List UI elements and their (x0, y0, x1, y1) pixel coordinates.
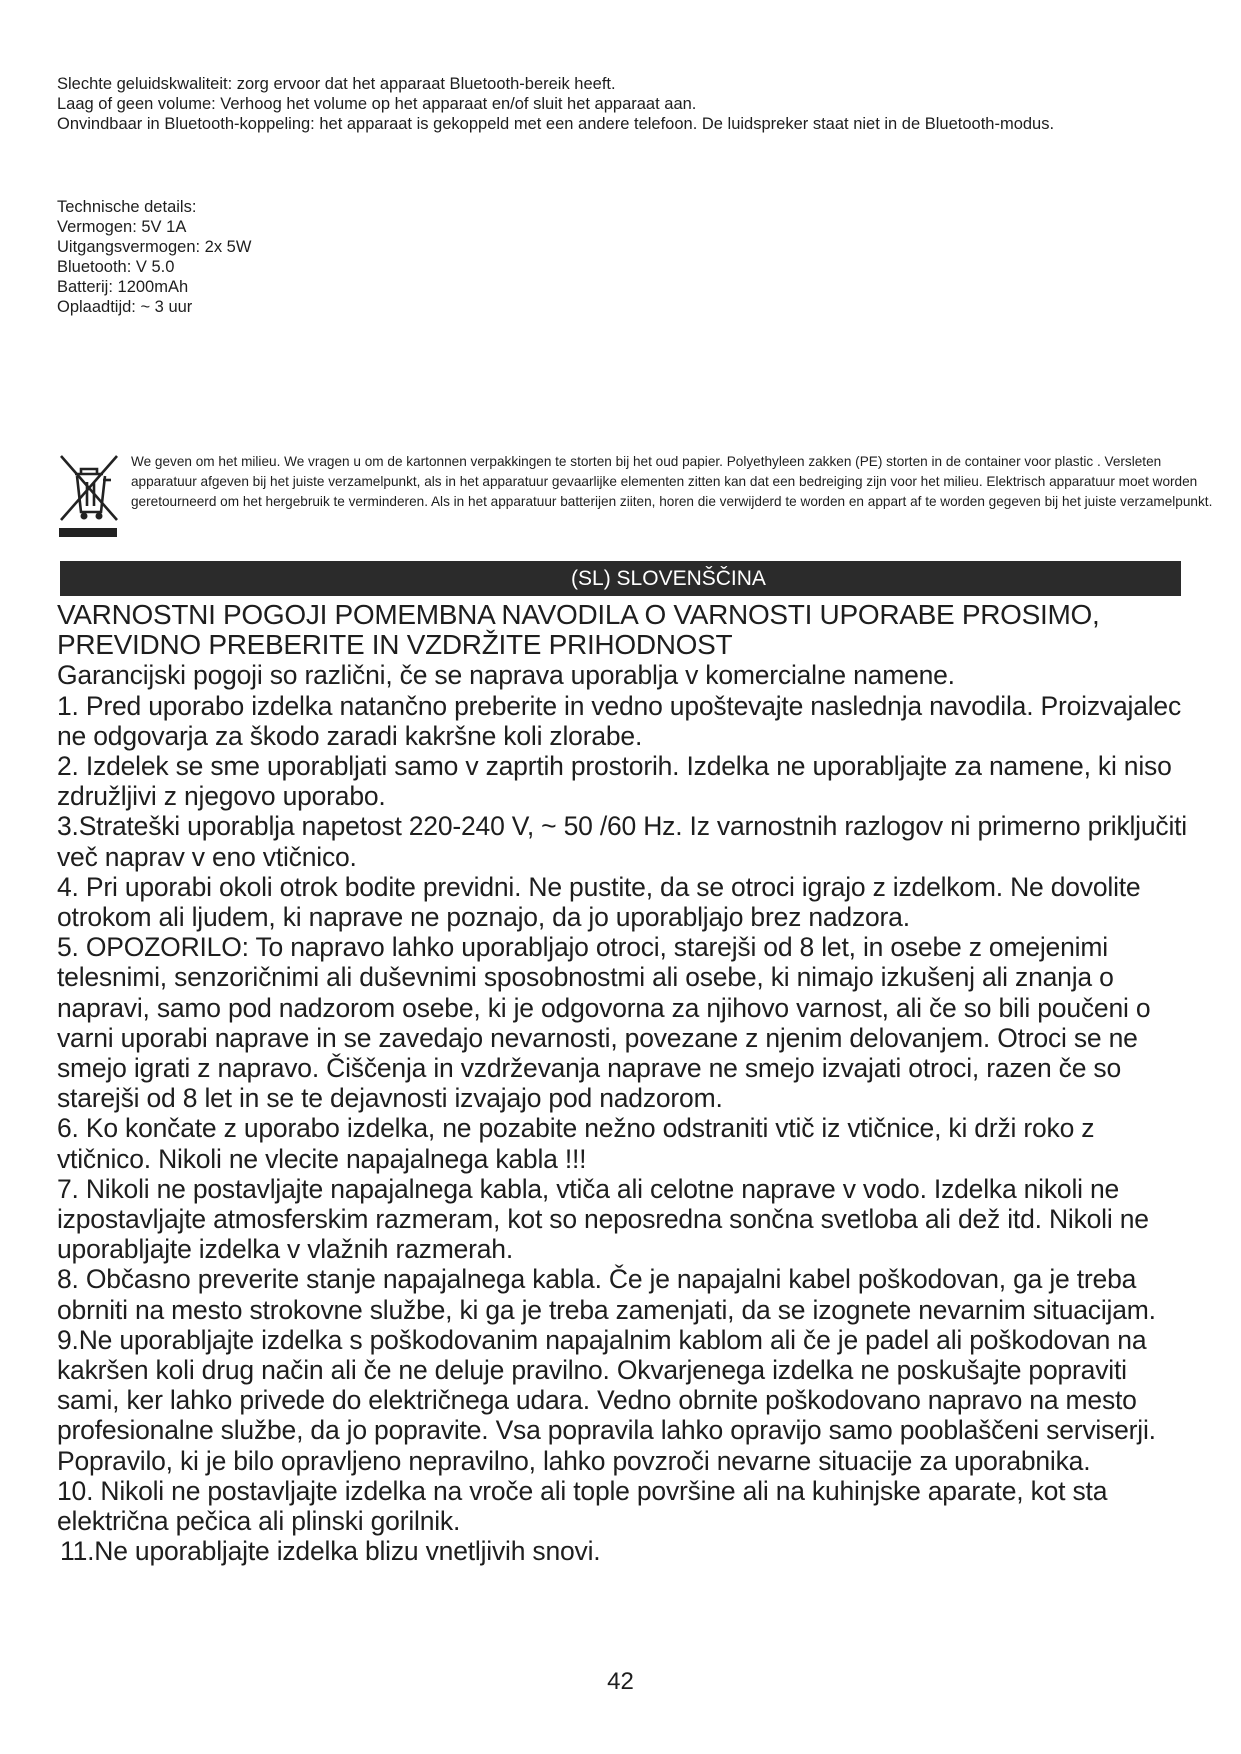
warranty-intro: Garancijski pogoji so različni, če se naprava uporablja v komercialne namene. (57, 660, 955, 691)
troubleshoot-line: Slechte geluidskwaliteit: zorg ervoor dat het apparaat Bluetooth-bereik heeft. (57, 75, 616, 93)
technical-item: Uitgangsvermogen: 2x 5W (57, 238, 252, 256)
environment-text: We geven om het milieu. We vragen u om de kartonnen verpakkingen te storten bij het oud papier. Polyethyleen zakken (PE) storten in de container voor plastic . Versleten apparatuur afgeven bij het juiste verzamelpunkt, als in het apparatuur gevaarlijke elementen zitten kan dat een bedreiging zijn voor het milieu. Elektrisch apparatuur moet worden geretourneerd om het hergebruik te verminderen. Als in het apparatuur batterijen ziiten, horen die verwijderd te worden en appart af te worden gegeven bij het juiste verzamelpunkt. (131, 454, 1213, 509)
crossed-out-wheelie-bin-icon (57, 450, 121, 538)
slovenian-instructions (57, 600, 1187, 1567)
troubleshoot-line: Onvindbaar in Bluetooth-koppeling: het apparaat is gekoppeld met een andere telefoon. De luidspreker staat niet in de Bluetooth-modus. (57, 115, 1055, 133)
instruction-item: 10. Nikoli ne postavljajte izdelka na vroče ali tople površine ali na kuhinjske aparate, kot sta električna pečica ali plinski gorilnik. (57, 1475, 1108, 1537)
technical-item: Bluetooth: V 5.0 (57, 258, 175, 276)
technical-heading: Technische details: (57, 198, 197, 216)
technical-item: Oplaadtijd: ~ 3 uur (57, 298, 193, 316)
technical-item: Batterij: 1200mAh (57, 278, 189, 296)
safety-heading: VARNOSTNI POGOJI POMEMBNA NAVODILA O VARNOSTI UPORABE PROSIMO, PREVIDNO PREBERITE IN VZDRŽITE PRIHODNOST (57, 599, 1100, 661)
section-header-bar (60, 561, 1181, 596)
instruction-item: 1. Pred uporabo izdelka natančno preberite in vedno upoštevajte naslednja navodila. Proizvajalec ne odgovarja za škodo zaradi kakršne koli zlorabe. (57, 690, 1182, 751)
instruction-item: 6. Ko končate z uporabo izdelka, ne pozabite nežno odstraniti vtič iz vtičnice, ki drži roko z vtičnico. Nikoli ne vlecite napajalnega kabla !!! (57, 1113, 1095, 1174)
instruction-item: 3.Strateški uporablja napetost 220-240 V, ~ 50 /60 Hz. Iz varnostnih razlogov ni primerno priključiti več naprav v eno vtičnico. (57, 811, 1187, 872)
section-title: (SL) SLOVENŠČINA (571, 567, 766, 590)
troubleshooting-block (57, 74, 1197, 134)
troubleshoot-line: Laag of geen volume: Verhoog het volume op het apparaat en/of sluit het apparaat aan. (57, 95, 697, 113)
instruction-item: 8. Občasno preverite stanje napajalnega kabla. Če je napajalni kabel poškodovan, ga je treba obrniti na mesto strokovne službe, ki ga je treba zamenjati, da se izognete nevarnim situacijam. (57, 1264, 1156, 1325)
instruction-item: 5. OPOZORILO: To napravo lahko uporabljajo otroci, starejši od 8 let, in osebe z omejenimi telesnimi, senzoričnimi ali duševnimi sposobnostmi ali osebe, ki nimajo izkušenj ali znanja o napravi, samo pod nadzorom osebe, ki je odgovorna za njihovo varnost, ali če so bili poučeni o varni uporabi naprave in se zavedajo nevarnosti, povezane z njenim delovanjem. Otroci se ne smejo igrati z napravo. Čiščenja in vzdrževanja naprave ne smejo izvajati otroci, razen če so starejši od 8 let in se te dejavnosti izvajajo pod nadzorom. (57, 932, 1151, 1114)
instruction-item: 7. Nikoli ne postavljajte napajalnega kabla, vtiča ali celotne naprave v vodo. Izdelka nikoli ne izpostavljajte atmosferskim razmeram, kot so neposredna sončna svetloba ali dež itd. Nikoli ne uporabljajte izdelka v vlažnih razmerah. (57, 1173, 1149, 1265)
page-number: 42 (607, 1668, 634, 1695)
instruction-item: 11.Ne uporabljajte izdelka blizu vnetljivih snovi. (60, 1536, 601, 1567)
instruction-item: 2. Izdelek se sme uporabljati samo v zaprtih prostorih. Izdelka ne uporabljajte za namene, ki niso združljivi z njegovo uporabo. (57, 751, 1172, 812)
instruction-item: 4. Pri uporabi okoli otrok bodite previdni. Ne pustite, da se otroci igrajo z izdelkom. Ne dovolite otrokom ali ljudem, ki naprave ne poznajo, da jo uporabljajo brez nadzora. (57, 871, 1141, 933)
technical-details (57, 197, 251, 317)
instruction-item: 9.Ne uporabljajte izdelka s poškodovanim napajalnim kablom ali če je padel ali poškodovan na kakršen koli drug način ali če ne deluje pravilno. Okvarjenega izdelka ne poskušajte popraviti sami, ker lahko privede do električnega udara. Vedno obrnite poškodovano napravo na mesto profesionalne službe, da jo popravite. Vsa popravila lahko opravijo samo pooblaščeni serviserji. Popravilo, ki je bilo opravljeno nepravilno, lahko povzroči nevarne situacije za uporabnika. (57, 1324, 1156, 1476)
technical-item: Vermogen: 5V 1A (57, 218, 187, 236)
